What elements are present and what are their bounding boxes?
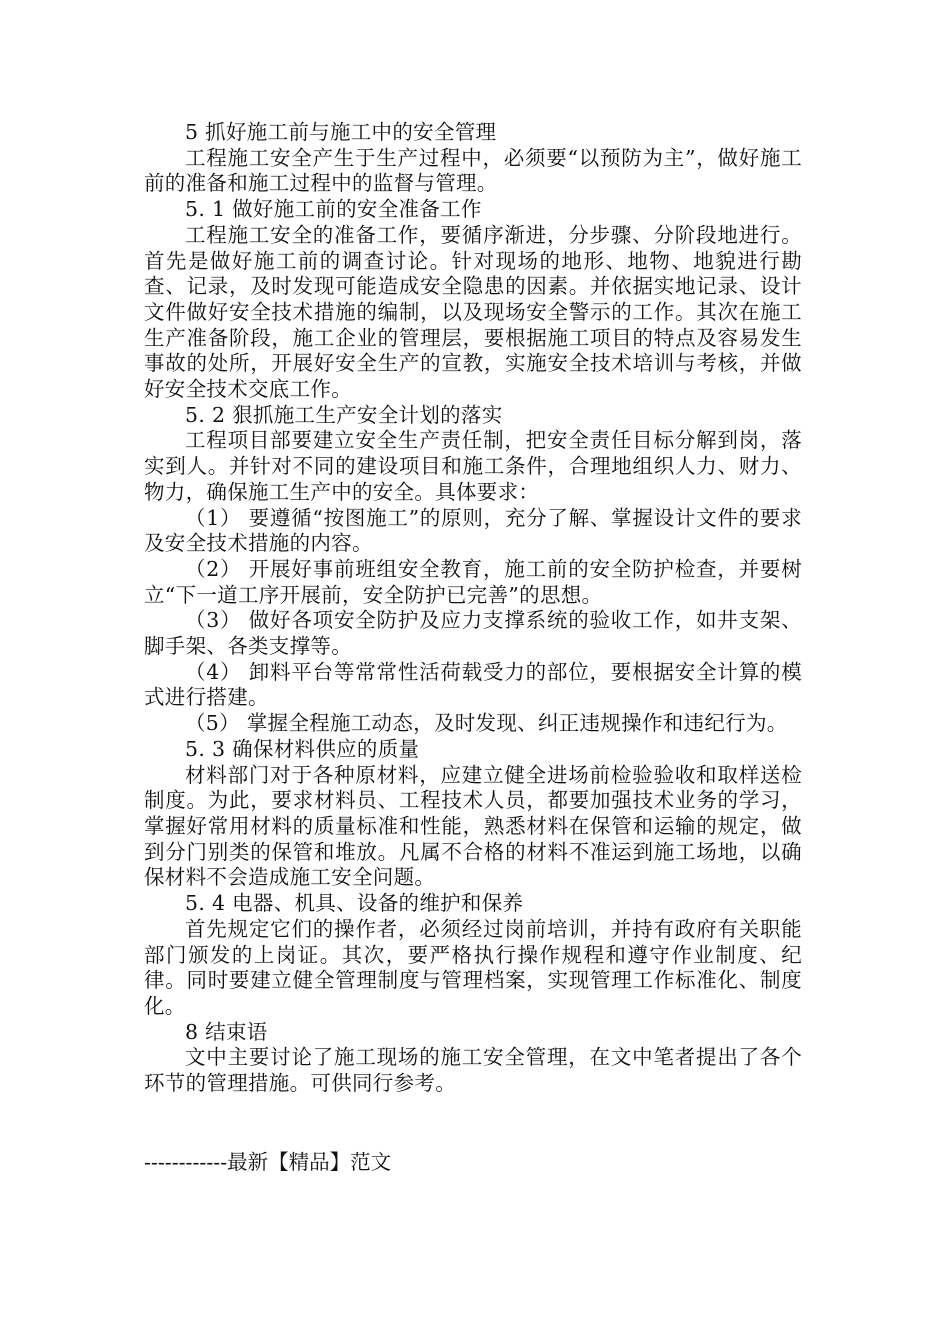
section-heading: 5. 3 确保材料供应的质量 — [185, 736, 420, 761]
list-item: （2） 开展好事前班组安全教育，施工前的安全防护检查，并要树立“下一道工序开展前，安全防护已完善”的思想。 — [144, 556, 802, 607]
paragraph: 材料部门对于各种原材料，应建立健全进场前检验验收和取样送检制度。为此，要求材料员、工程技术人员，都要加强技术业务的学习，掌握好常用材料的质量标准和性能，熟悉材料在保管和运输的规定，做到分门别类的保管和堆放。凡属不合格的材料不准运到施工场地，以确保材料不会造成施工安全问题。 — [144, 762, 802, 890]
paragraph: 首先规定它们的操作者，必须经过岗前培训，并持有政府有关职能部门颁发的上岗证。其次，要严格执行操作规程和遵守作业制度、纪律。同时要建立健全管理制度与管理档案，实现管理工作标准化、制度化。 — [144, 916, 802, 1018]
section-heading: 5. 2 狠抓施工生产安全计划的落实 — [185, 402, 503, 427]
section-heading: 5. 1 做好施工前的安全准备工作 — [185, 197, 482, 222]
paragraph: 工程施工安全的准备工作，要循序渐进，分步骤、分阶段地进行。首先是做好施工前的调查讨论。针对现场的地形、地物、地貌进行勘查、记录，及时发现可能造成安全隐患的因素。并依据实地记录、设计文件做好安全技术措施的编制，以及现场安全警示的工作。其次在施工生产准备阶段，施工企业的管理层，要根据施工项目的特点及容易发生事故的处所，开展好安全生产的宣教，实施安全技术培训与考核，并做好安全技术交底工作。 — [144, 222, 802, 402]
list-item: （4） 卸料平台等常常性活荷载受力的部位，要根据安全计算的模式进行搭建。 — [144, 659, 802, 710]
footer-text: ------------最新【精品】范文 — [144, 1150, 392, 1174]
paragraph: 工程施工安全产生于生产过程中，必须要“以预防为主”，做好施工前的准备和施工过程中的监督与管理。 — [144, 145, 802, 196]
list-item: （3） 做好各项安全防护及应力支撑系统的验收工作，如井支架、脚手架、各类支撑等。 — [144, 608, 802, 659]
list-item: （5） 掌握全程施工动态，及时发现、纠正违规操作和违纪行为。 — [185, 711, 788, 736]
list-item: （1） 要遵循“按图施工”的原则，充分了解、掌握设计文件的要求及安全技术措施的内容。 — [144, 505, 802, 556]
section-heading: 8 结束语 — [185, 1019, 268, 1044]
section-heading: 5 抓好施工前与施工中的安全管理 — [185, 120, 497, 144]
paragraph: 文中主要讨论了施工现场的施工安全管理，在文中笔者提出了各个环节的管理措施。可供同行参考。 — [144, 1045, 802, 1096]
document-body — [144, 120, 802, 1097]
paragraph: 工程项目部要建立安全生产责任制，把安全责任目标分解到岗，落实到人。并针对不同的建设项目和施工条件，合理地组织人力、财力、物力，确保施工生产中的安全。具体要求： — [144, 428, 802, 504]
section-heading: 5. 4 电器、机具、设备的维护和保养 — [185, 891, 524, 916]
